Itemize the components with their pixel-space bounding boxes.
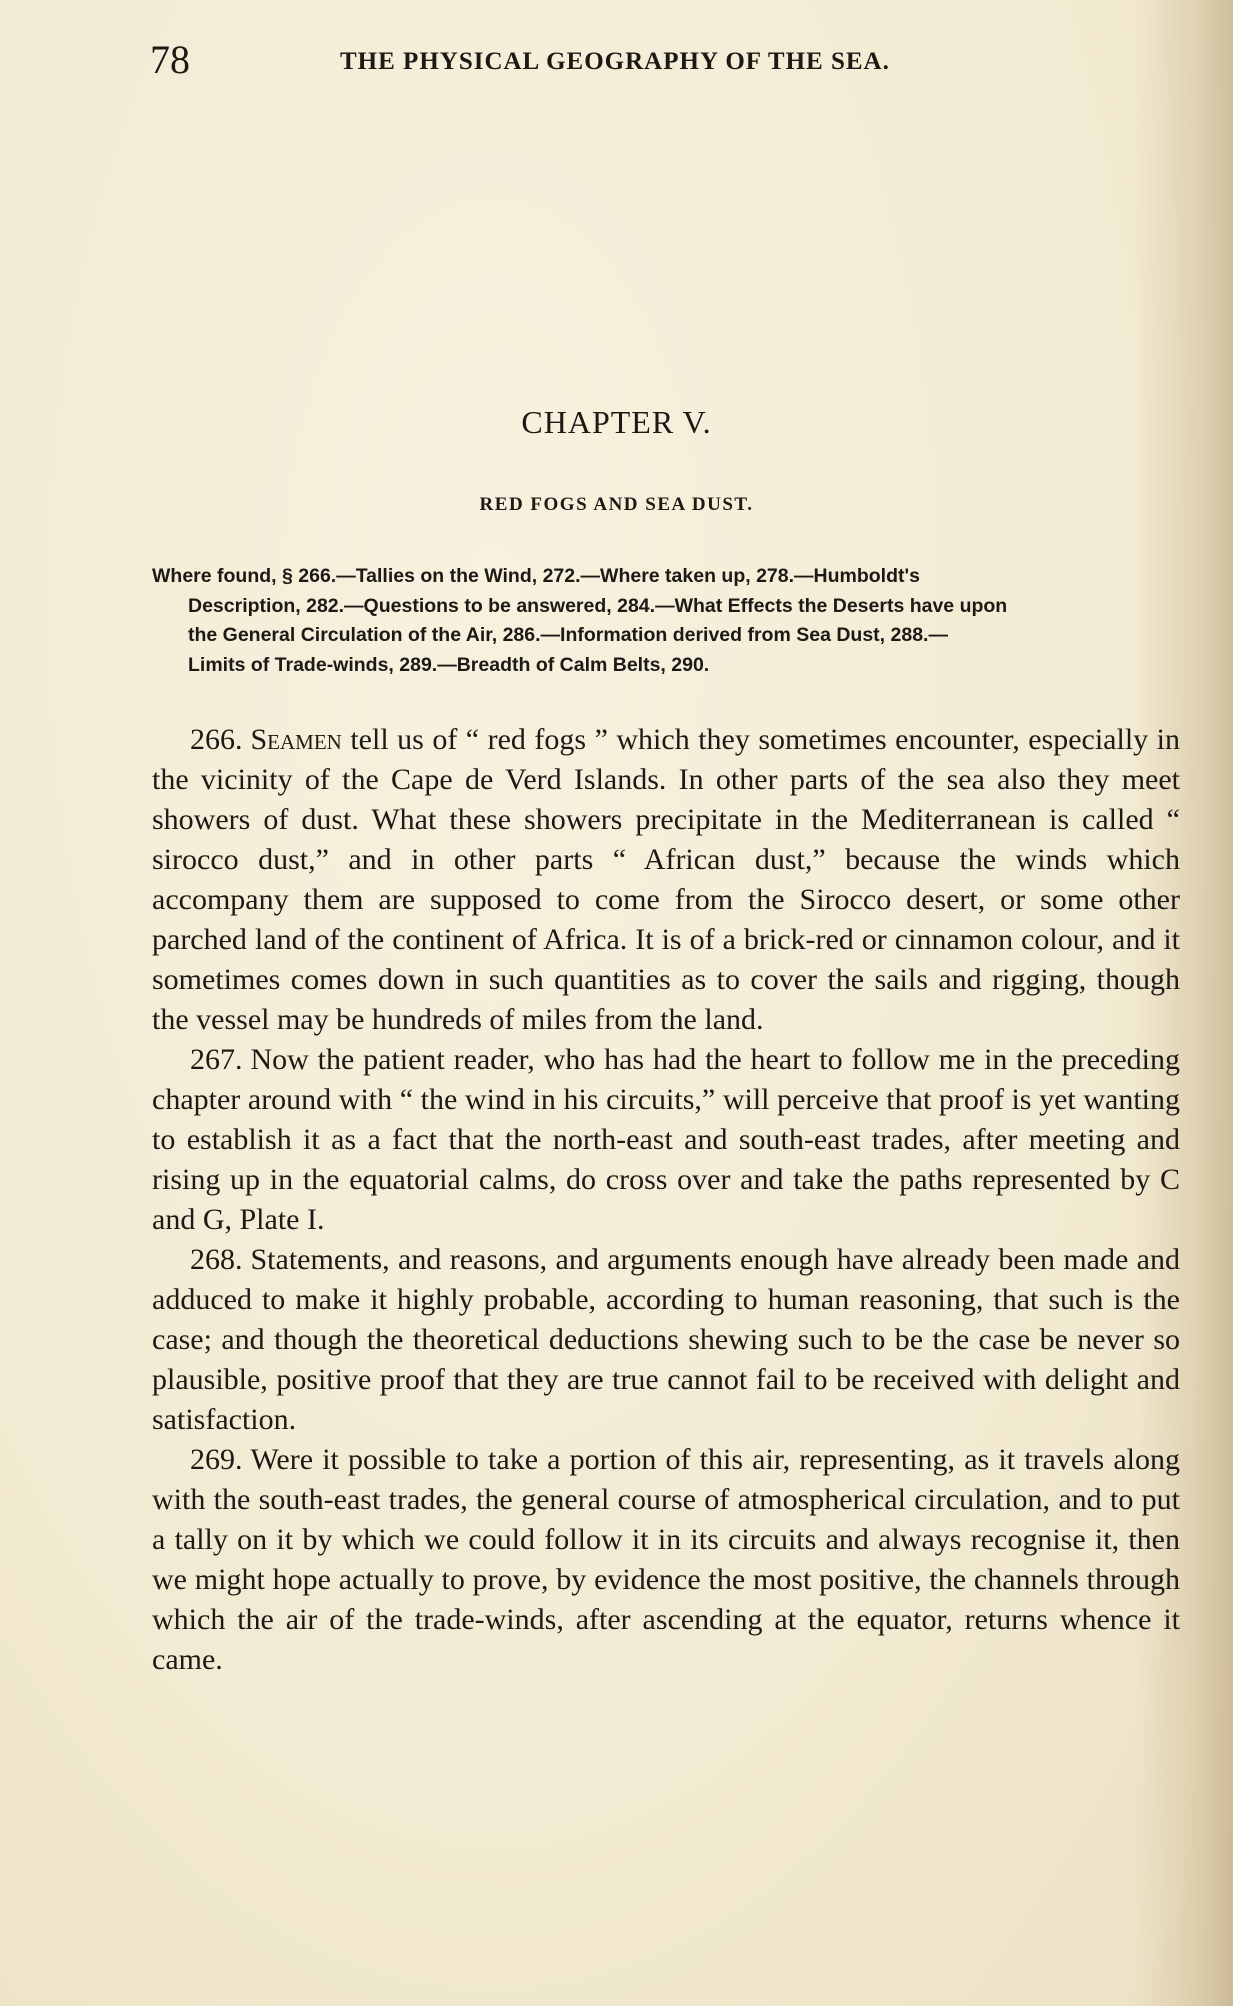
paragraph-268	[152, 1240, 1180, 1440]
paragraph-269	[152, 1440, 1180, 1680]
body-text	[152, 720, 1180, 1680]
synopsis-line: Limits of Trade-winds, 289.—Breadth of Calm Belts, 290.	[188, 653, 710, 676]
paragraph-number: 267.	[190, 1043, 243, 1076]
synopsis-line: the General Circulation of the Air, 286.—Information derived from Sea Dust, 288.—	[188, 624, 948, 646]
synopsis-line: Where found, § 266.—Tallies on the Wind, 272.—Where taken up, 278.—Humboldt's	[152, 565, 920, 587]
chapter-title: CHAPTER V.	[521, 404, 712, 440]
synopsis-line: Description, 282.—Questions to be answered, 284.—What Effects the Deserts have upon	[188, 594, 1008, 617]
paragraph-266	[152, 720, 1180, 1040]
chapter-synopsis	[152, 562, 1182, 680]
running-title: THE PHYSICAL GEOGRAPHY OF THE SEA.	[340, 48, 890, 75]
paragraph-text: tell us of “ red fogs ” which they sometimes encounter, especially in the vicinity of the Cape de Verd Islands. In other parts of the sea also they meet showers of dust. What these showers precipitate in the Mediterranean is called “ sirocco dust,” and in other parts “ African dust,” because the winds which accompany them are supposed to come from the Sirocco desert, or some other parched land of the continent of Africa. It is of a brick-red or cinnamon colour, and it sometimes comes down in such quantities as to cover the sails and rigging, though the vessel may be hundreds of miles from the land.	[152, 723, 1180, 1036]
paragraph-text: Now the patient reader, who has had the heart to follow me in the preceding chapter around with “ the wind in his circuits,” will perceive that proof is yet wanting to establish it as a fact that the north-east and south-east trades, after meeting and rising up in the equatorial calms, do cross over and take the paths represented by C and G, Plate I.	[152, 1043, 1180, 1236]
paragraph-text: Statements, and reasons, and arguments enough have already been made and adduced to make it highly probable, according to human reasoning, that such is the case; and though the theoretical deductions shewing such to be the case be never so plausible, positive proof that they are true cannot fail to be received with delight and satisfaction.	[152, 1243, 1180, 1436]
running-head	[150, 38, 1180, 82]
page-number: 78	[150, 37, 190, 82]
paragraph-267	[152, 1040, 1180, 1240]
paragraph-number: 266.	[190, 723, 243, 756]
paragraph-text: Were it possible to take a portion of this air, representing, as it travels along with the south-east trades, the general course of atmospherical circulation, and to put a tally on it by which we could follow it in its circuits and always recognise it, then we might hope actually to prove, by evidence the most positive, the channels through which the air of the trade-winds, after ascending at the equator, returns whence it came.	[152, 1443, 1180, 1676]
paragraph-lead-word: Seamen	[250, 723, 342, 756]
paragraph-number: 268.	[190, 1243, 243, 1276]
chapter-subtitle: RED FOGS AND SEA DUST.	[479, 494, 754, 515]
paragraph-number: 269.	[190, 1443, 243, 1476]
